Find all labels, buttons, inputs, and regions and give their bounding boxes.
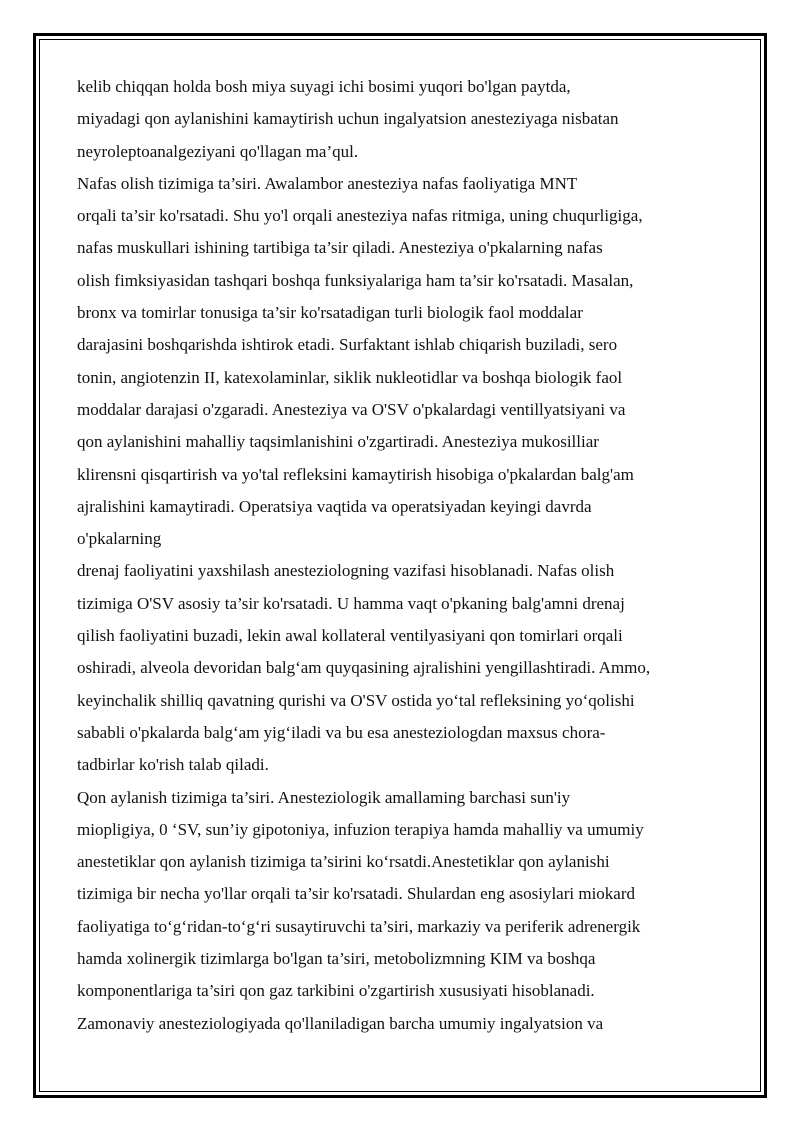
- text-line: ajralishini kamaytiradi. Operatsiya vaqtida va operatsiyadan keyingi davrda: [77, 496, 592, 516]
- text-line: keyinchalik shilliq qavatning qurishi va O'SV ostida yo‘tal refleksining yo‘qolishi: [77, 690, 635, 710]
- text-line: o'pkalarning: [77, 529, 162, 549]
- section-heading-line: Nafas olish tizimiga ta’siri. Awalambor anesteziya nafas faoliyatiga MNT: [77, 173, 578, 193]
- text-line: qilish faoliyatini buzadi, lekin awal kollateral ventilyasiyani qon tomirlari orqali: [77, 626, 623, 646]
- text-line: nafas muskullari ishining tartibiga ta’sir qiladi. Anesteziya o'pkalarning nafas: [77, 238, 603, 258]
- section-heading-line: Qon aylanish tizimiga ta’siri. Anesteziologik amallaming barchasi sun'iy: [77, 787, 571, 807]
- text-line: anestetiklar qon aylanish tizimiga ta’sirini ko‘rsatdi.Anestetiklar qon aylanishi: [77, 852, 610, 872]
- text-line: miyadagi qon aylanishini kamaytirish uchun ingalyatsion anesteziyaga nisbatan: [77, 109, 619, 129]
- text-line: tadbirlar ko'rish talab qiladi.: [77, 755, 269, 775]
- text-line: faoliyatiga to‘g‘ridan-to‘g‘ri susaytiruvchi ta’siri, markaziy va periferik adrenergik: [77, 916, 641, 936]
- text-line: darajasini boshqarishda ishtirok etadi. Surfaktant ishlab chiqarish buziladi, sero: [77, 335, 618, 355]
- text-line: moddalar darajasi o'zgaradi. Anesteziya va O'SV o'pkalardagi ventillyatsiyani va: [77, 399, 626, 419]
- text-line: tizimiga bir necha yo'llar orqali ta’sir ko'rsatadi. Shulardan eng asosiylari miokard: [77, 884, 635, 904]
- text-line: klirensni qisqartirish va yo'tal refleksini kamaytirish hisobiga o'pkalardan balg'am: [77, 464, 634, 484]
- text-line: hamda xolinergik tizimlarga bo'lgan ta’siri, metobolizmning KIM va boshqa: [77, 949, 596, 969]
- text-line: sababli o'pkalarda balg‘am yig‘iladi va bu esa anesteziologdan maxsus chora-: [77, 722, 606, 742]
- text-line: miopligiya, 0 ‘SV, sun’iy gipotoniya, infuzion terapiya hamda mahalliy va umumiy: [77, 819, 644, 839]
- text-line: orqali ta’sir ko'rsatadi. Shu yo'l orqali anesteziya nafas ritmiga, uning chuqurligiga,: [77, 206, 643, 226]
- document-body: [77, 71, 727, 1040]
- text-line: oshiradi, alveola devoridan balg‘am quyqasining ajralishini yengillashtiradi. Ammo,: [77, 658, 651, 678]
- text-line: tizimiga O'SV asosiy ta’sir ko'rsatadi. U hamma vaqt o'pkaning balg'amni drenaj: [77, 593, 625, 613]
- text-line: olish fimksiyasidan tashqari boshqa funksiyalariga ham ta’sir ko'rsatadi. Masalan,: [77, 270, 634, 290]
- text-line: bronx va tomirlar tonusiga ta’sir ko'rsatadigan turli biologik faol moddalar: [77, 303, 583, 323]
- text-line: drenaj faoliyatini yaxshilash anesteziologning vazifasi hisoblanadi. Nafas olish: [77, 561, 615, 581]
- text-line: tonin, angiotenzin II, katexolaminlar, siklik nukleotidlar va boshqa biologik faol: [77, 367, 623, 387]
- text-line: kelib chiqqan holda bosh miya suyagi ichi bosimi yuqori bo'lgan paytda,: [77, 77, 571, 96]
- text-line: neyroleptoanalgeziyani qo'llagan ma’qul.: [77, 141, 359, 161]
- text-line: Zamonaviy anesteziologiyada qo'llaniladigan barcha umumiy ingalyatsion va: [77, 1013, 604, 1033]
- text-line: qon aylanishini mahalliy taqsimlanishini o'zgartiradi. Anesteziya mukosilliar: [77, 432, 599, 452]
- text-line: komponentlariga ta’siri qon gaz tarkibini o'zgartirish xususiyati hisoblanadi.: [77, 981, 595, 1001]
